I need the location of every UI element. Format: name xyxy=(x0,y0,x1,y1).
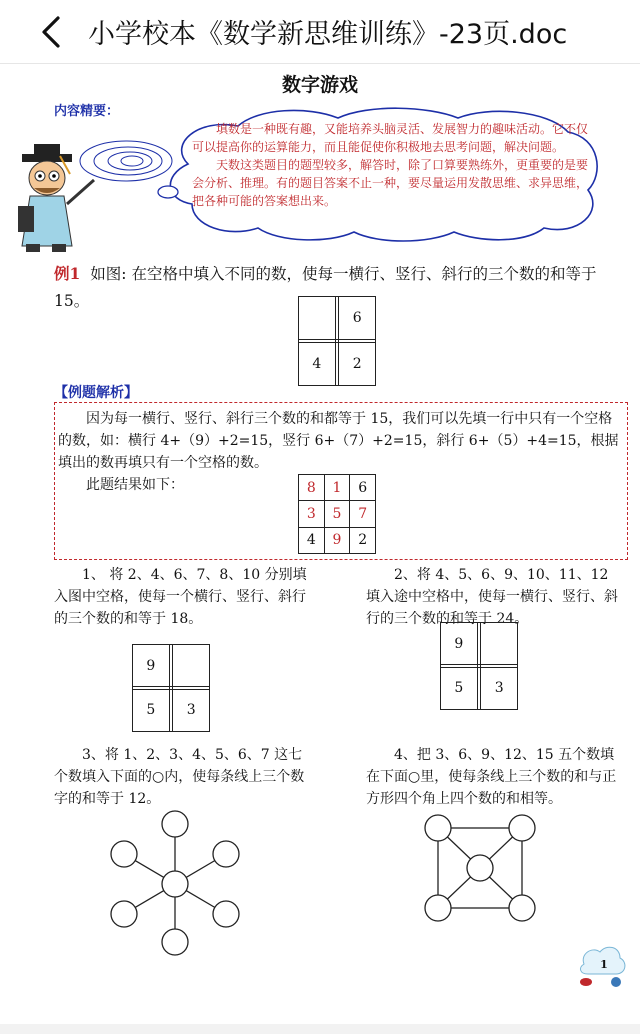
star-circle-lower-right xyxy=(213,901,239,927)
page-number: 1 xyxy=(600,958,608,971)
grid-cell xyxy=(481,623,518,665)
question-3-star-diagram xyxy=(100,802,250,964)
grid-row xyxy=(299,342,376,385)
intro-paragraph-2: 天数这类题目的题型较多，解答时，除了口算要熟练外，更重要的是要会分析、推理。有的题目答案不止一种，要尽量运用发散思维、求异思维，把各种可能的答案想出来。 xyxy=(192,158,589,208)
question-2-grid xyxy=(440,622,518,710)
grid-cell xyxy=(299,297,336,340)
grid-cell: 9 xyxy=(441,623,478,665)
page-badge-icon xyxy=(576,942,628,990)
grid-cell: 7 xyxy=(350,501,376,527)
intro-label: 内容精要： xyxy=(54,104,120,119)
question-4-square-diagram xyxy=(416,808,546,926)
grid-row xyxy=(133,645,210,687)
grid-cell: 2 xyxy=(339,342,376,385)
chevron-left-icon xyxy=(34,12,74,52)
question-4-text: 4、把 3、6、9、12、15 五个数填在下面○里，使每条线上三个数的和与正方形四个角上四个数的和相等。 xyxy=(366,747,617,807)
bottom-edge xyxy=(0,1024,640,1034)
document-page xyxy=(0,64,640,1034)
question-4 xyxy=(366,744,624,810)
square-circle-top-right xyxy=(509,815,535,841)
star-circle-bottom xyxy=(162,929,188,955)
star-circle-center xyxy=(162,871,188,897)
grid-cell: 1 xyxy=(324,475,350,501)
grid-cell: 2 xyxy=(350,527,376,553)
back-button[interactable] xyxy=(34,12,74,52)
square-circle-bottom-left xyxy=(425,895,451,921)
grid-row xyxy=(133,689,210,731)
analysis-result-grid xyxy=(298,474,376,554)
question-3 xyxy=(54,744,312,810)
analysis-label: 【例题解析】 xyxy=(54,385,138,401)
grid-cell: 6 xyxy=(339,297,376,340)
example-1-grid xyxy=(298,296,376,386)
question-2 xyxy=(366,564,624,630)
teacher-illustration xyxy=(12,134,122,254)
document-title: 小学校本《数学新思维训练》-23页.doc xyxy=(88,19,568,50)
grid-row xyxy=(299,527,376,553)
star-circle-upper-left xyxy=(111,841,137,867)
intro-paragraph-1: 填数是一种既有趣，又能培养头脑灵活、发展智力的趣味活动。它不仅可以提高你的运算能力，而且能促使你积极地去思考问题，解决问题。 xyxy=(192,122,589,154)
example-1-label: 例1 xyxy=(54,264,81,283)
analysis-paragraph-1: 因为每一横行、竖行、斜行三个数的和都等于 15，我们可以先填一行中只有一个空格的数，如：横行 4+（9）+2=15，竖行 6+（7）+2=15，斜行 6+（5）+4=15，根据填出的数再填只有一个空格的数。 xyxy=(58,411,619,471)
square-circle-center xyxy=(467,855,493,881)
grid-cell: 3 xyxy=(481,667,518,709)
intro-text xyxy=(192,120,590,210)
square-circle-top-left xyxy=(425,815,451,841)
question-1-grid xyxy=(132,644,210,732)
grid-cell: 5 xyxy=(324,501,350,527)
grid-cell: 5 xyxy=(133,689,170,731)
grid-row xyxy=(299,297,376,340)
analysis-paragraph-2: 此题结果如下： xyxy=(86,477,184,493)
page-title: 数字游戏 xyxy=(281,74,358,96)
grid-cell xyxy=(173,645,210,687)
question-1 xyxy=(54,564,312,630)
grid-row xyxy=(441,667,518,709)
grid-row xyxy=(299,501,376,527)
grid-row xyxy=(441,623,518,665)
grid-row xyxy=(299,475,376,501)
grid-cell: 9 xyxy=(133,645,170,687)
star-circle-upper-right xyxy=(213,841,239,867)
grid-cell: 3 xyxy=(299,501,325,527)
app-header xyxy=(0,0,640,64)
star-circle-top xyxy=(162,811,188,837)
grid-cell: 8 xyxy=(299,475,325,501)
grid-cell: 6 xyxy=(350,475,376,501)
grid-cell: 3 xyxy=(173,689,210,731)
grid-cell: 4 xyxy=(299,527,325,553)
question-2-text: 2、将 4、5、6、9、10、11、12 填入途中空格中，使每一横行、竖行、斜行的三个数的和等于 24。 xyxy=(366,567,618,627)
grid-cell: 4 xyxy=(299,342,336,385)
star-circle-lower-left xyxy=(111,901,137,927)
example-1-text: 如图: 在空格中填入不同的数，使每一横行、竖行、斜行的三个数的和等于 15。 xyxy=(54,265,597,310)
grid-cell: 5 xyxy=(441,667,478,709)
grid-cell: 9 xyxy=(324,527,350,553)
question-1-text: 1、 将 2、4、6、7、8、10 分别填入图中空格，使每一个横行、竖行、斜行的三个数的和等于 18。 xyxy=(54,567,307,627)
question-3-text: 3、将 1、2、3、4、5、6、7 这七个数填入下面的○内，使每条线上三个数字的和等于 12。 xyxy=(54,747,305,807)
square-circle-bottom-right xyxy=(509,895,535,921)
